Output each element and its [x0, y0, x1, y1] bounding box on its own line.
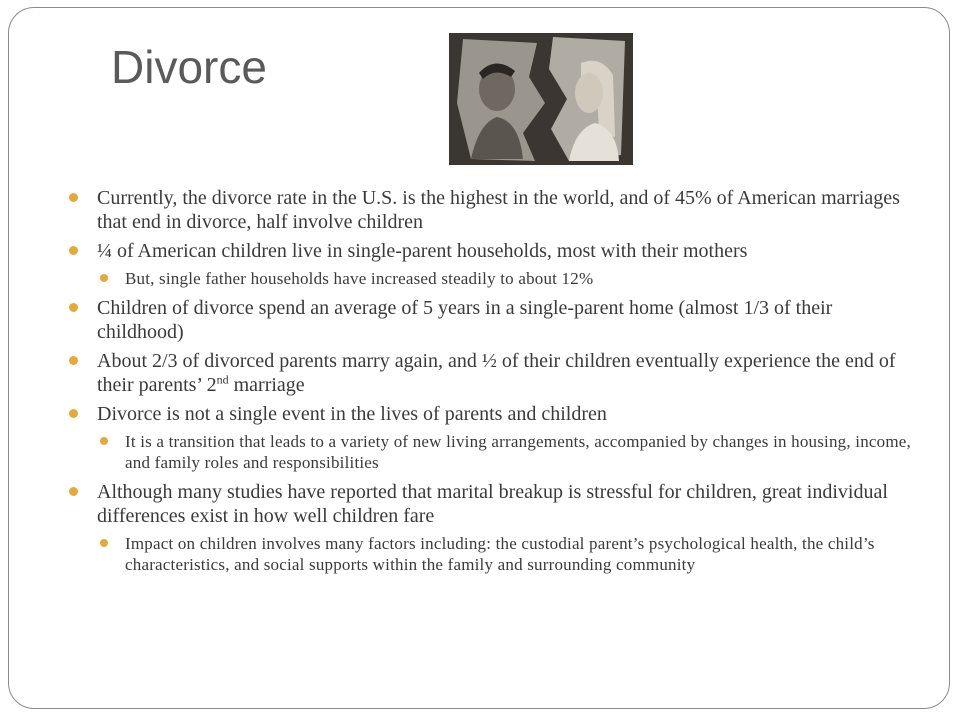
- sub-bullet-transition: It is a transition that leads to a variety of new living arrangements, accompanied by changes in housing, income, and family roles and responsibilities: [69, 431, 919, 473]
- slide-content: [69, 186, 919, 582]
- bullet-remarriage: [69, 349, 919, 397]
- bullet-remarriage-text: About 2/3 of divorced parents marry again, and ½ of their children eventually experience the end of their parents’ 2: [97, 350, 896, 396]
- bullet-remarriage-text-end: marriage: [228, 374, 305, 396]
- ordinal-suffix: nd: [216, 372, 229, 387]
- slide-title: Divorce: [111, 41, 267, 93]
- sub-bullet-impact-factors: Impact on children involves many factors including: the custodial parent’s psychological health, the child’s characteristics, and social supports within the family and surrounding community: [69, 533, 919, 575]
- photo-illustration: [449, 33, 633, 165]
- slide-frame: [8, 7, 950, 709]
- torn-couple-photo: [449, 33, 633, 165]
- bullet-single-parent: ¼ of American children live in single-parent households, most with their mothers: [69, 239, 919, 263]
- bullet-individual-differences: Although many studies have reported that marital breakup is stressful for children, great individual differences exist in how well children fare: [69, 480, 919, 528]
- bullet-years-single-parent: Children of divorce spend an average of 5 years in a single-parent home (almost 1/3 of their childhood): [69, 296, 919, 344]
- bullet-divorce-rate: Currently, the divorce rate in the U.S. is the highest in the world, and of 45% of American marriages that end in divorce, half involve children: [69, 186, 919, 234]
- bullet-not-single-event: Divorce is not a single event in the lives of parents and children: [69, 402, 919, 426]
- sub-bullet-single-father: But, single father households have increased steadily to about 12%: [69, 268, 919, 289]
